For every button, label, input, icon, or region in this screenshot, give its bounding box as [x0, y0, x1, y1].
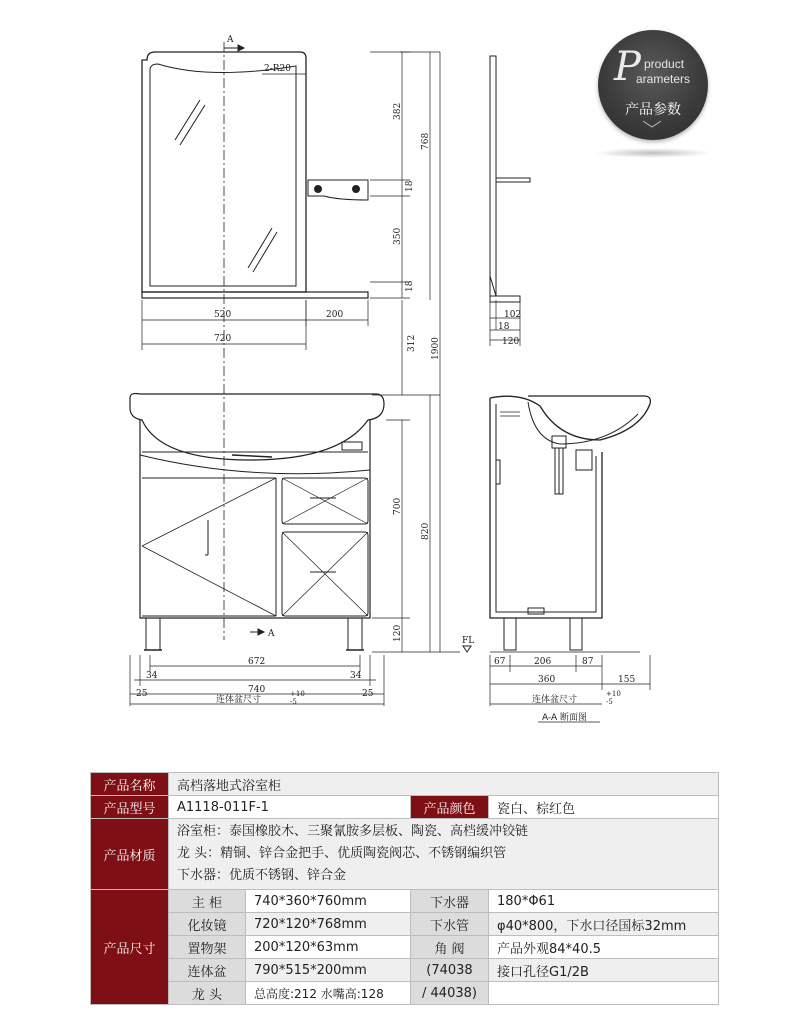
dim-200: 200	[326, 310, 344, 320]
dim-25-left: 25	[136, 689, 148, 699]
model-value: A1118-011F-1	[169, 796, 411, 819]
dim-700: 700	[393, 497, 403, 515]
section-title: A-A 断面图	[542, 713, 588, 723]
size-key: 置物架	[169, 936, 246, 959]
material-line: 浴室柜：泰国橡胶木、三聚氰胺多层板、陶瓷、高档缓冲铰链	[177, 824, 529, 839]
material-label: 产品材质	[91, 819, 169, 890]
row-name	[91, 773, 719, 796]
dim-34-left: 34	[146, 671, 158, 681]
size-key2: / 44038)	[411, 982, 489, 1005]
dim-820: 820	[421, 522, 431, 540]
dim-155: 155	[618, 675, 636, 685]
size-key2: 角 阀	[411, 936, 489, 959]
material-value	[169, 819, 719, 890]
name-value: 高档落地式浴室柜	[169, 773, 719, 796]
size-row	[91, 913, 719, 936]
size-value: 740*360*760mm	[246, 890, 411, 913]
size-key: 龙 头	[169, 982, 246, 1005]
dim-18-shelf: 18	[405, 180, 415, 192]
dim-672: 672	[248, 657, 266, 667]
dim-312: 312	[407, 334, 417, 352]
mirror-side	[490, 56, 530, 346]
mirror-front	[142, 52, 368, 298]
dim-1900: 1900	[431, 337, 441, 360]
dim-520: 520	[214, 310, 232, 320]
section-mark-bottom: A	[268, 629, 275, 639]
size-value: 总高度:212 水嘴高:128	[246, 982, 411, 1005]
size-value2: 接口孔径G1/2B	[489, 959, 719, 982]
dim-350: 350	[393, 227, 403, 245]
dim-18-side: 18	[498, 322, 510, 332]
radius-label: 2-R20	[264, 64, 291, 74]
badge-line-parameters: arameters	[636, 72, 691, 86]
section-mark-top: A	[227, 35, 234, 45]
size-value: 720*120*768mm	[246, 913, 411, 936]
spec-table	[90, 772, 719, 1005]
parameters-badge	[598, 30, 708, 140]
size-key: 连体盆	[169, 959, 246, 982]
name-label: 产品名称	[91, 773, 169, 796]
badge-line-product: product	[644, 57, 685, 71]
cabinet-front	[130, 394, 384, 651]
color-label: 产品颜色	[411, 796, 489, 819]
dim-18-base: 18	[405, 280, 415, 292]
size-value: 790*515*200mm	[246, 959, 411, 982]
dim-87: 87	[582, 657, 594, 667]
dim-67: 67	[494, 657, 506, 667]
tolerance-minus-front: -5	[290, 698, 297, 706]
size-value2: φ40*800，下水口径国标32mm	[489, 913, 719, 936]
color-value: 瓷白、棕红色	[489, 796, 719, 819]
tolerance-plus-side: +10	[606, 690, 621, 698]
row-material	[91, 819, 719, 890]
size-label: 产品尺寸	[91, 890, 169, 1005]
size-value2	[489, 982, 719, 1005]
dim-102: 102	[504, 310, 522, 320]
floor-level-label: FL	[462, 636, 475, 646]
chevron-down-icon	[642, 120, 662, 128]
dim-768: 768	[421, 132, 431, 150]
row-model	[91, 796, 719, 819]
badge-shadow	[594, 148, 712, 158]
size-value: 200*120*63mm	[246, 936, 411, 959]
tolerance-plus-front: +10	[290, 690, 305, 698]
size-value2: 180*Φ61	[489, 890, 719, 913]
cabinet-section	[490, 396, 650, 722]
basin-size-label-front: 连体盆尺寸	[216, 695, 262, 705]
dim-120: 120	[393, 624, 403, 642]
size-key: 化妆镜	[169, 913, 246, 936]
size-key: 主 柜	[169, 890, 246, 913]
size-row	[91, 982, 719, 1005]
size-key2: (74038	[411, 959, 489, 982]
size-value2: 产品外观84*40.5	[489, 936, 719, 959]
badge-title: 产品参数	[625, 102, 681, 118]
size-key2: 下水管	[411, 913, 489, 936]
dim-120-side: 120	[502, 337, 520, 347]
size-row	[91, 890, 719, 913]
material-line: 龙 头：精铜、锌合金把手、优质陶瓷阀芯、不锈钢编织管	[177, 846, 507, 861]
dim-382: 382	[393, 102, 403, 120]
tolerance-minus-side: -5	[606, 698, 613, 706]
dim-360: 360	[538, 675, 556, 685]
dim-25-right: 25	[362, 689, 374, 699]
dim-740: 740	[248, 685, 266, 695]
dim-206: 206	[534, 657, 552, 667]
dim-34-right: 34	[350, 671, 362, 681]
model-label: 产品型号	[91, 796, 169, 819]
size-row	[91, 936, 719, 959]
badge-p-letter: P	[614, 44, 641, 90]
size-row	[91, 959, 719, 982]
material-line: 下水器：优质不锈钢、锌合金	[177, 868, 347, 883]
size-key2: 下水器	[411, 890, 489, 913]
dim-720: 720	[214, 334, 232, 344]
basin-size-label-side: 连体盆尺寸	[532, 695, 578, 705]
